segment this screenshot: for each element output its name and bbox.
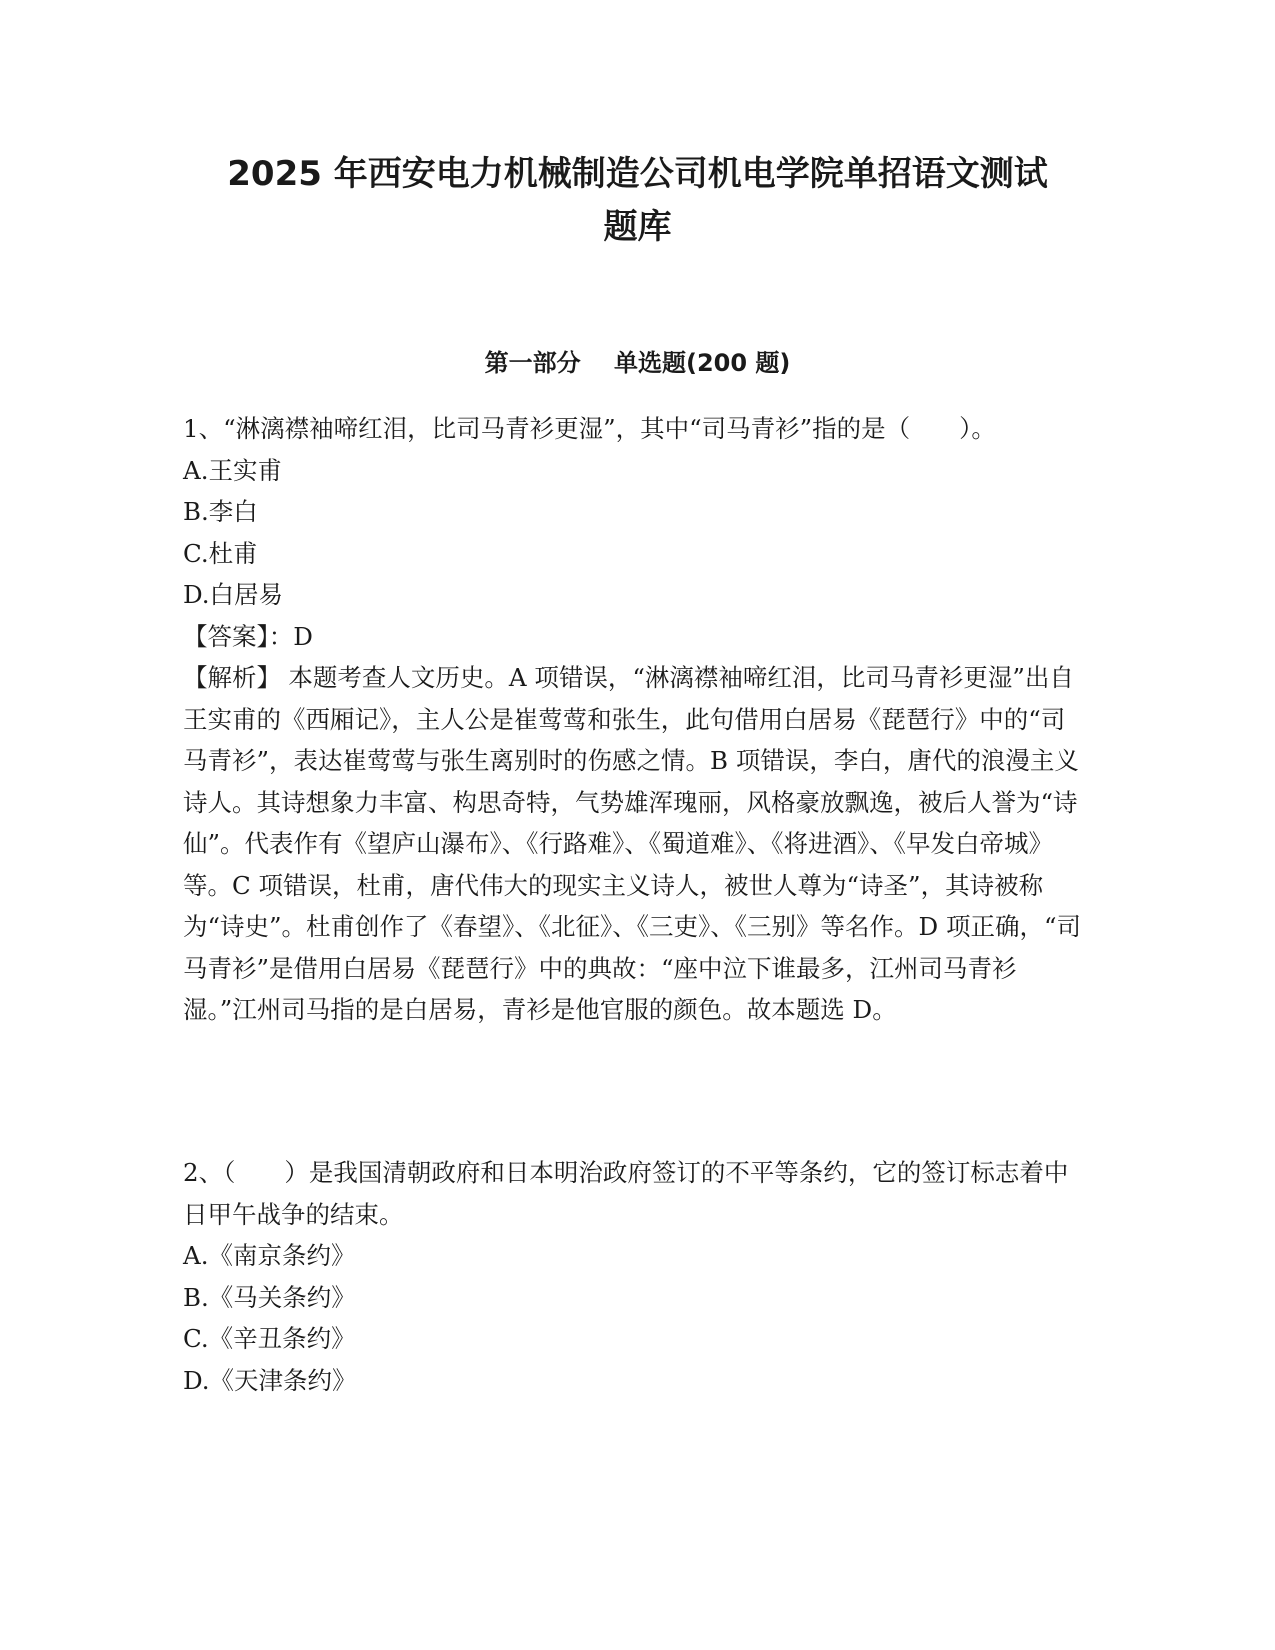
option-b: B.李白: [183, 497, 258, 526]
document-title-line-2: 题库: [603, 207, 672, 247]
document-title-line-1: 2025 年西安电力机械制造公司机电学院单招语文测试: [227, 154, 1048, 194]
option-c: C.杜甫: [183, 538, 258, 568]
option-a: A.《南京条约》: [183, 1241, 356, 1270]
question-2: [183, 1152, 1083, 1401]
analysis-text: 本题考查人文历史。A 项错误，“淋漓襟袖啼红泪，比司马青衫更湿”出自王实甫的《西厢记》，主人公是崔莺莺和张生，此句借用白居易《琵琶行》中的“司马青衫”，表达崔莺莺与张生离别时的伤感之情。B 项错误，李白，唐代的浪漫主义诗人。其诗想象力丰富、构思奇特，气势雄浑瑰丽，风格豪放飘逸，被后人誉为“诗仙”。代表作有《望庐山瀑布》、《行路难》、《蜀道难》、《将进酒》、《早发白帝城》等。C 项错误，杜甫，唐代伟大的现实主义诗人，被世人尊为“诗圣”，其诗被称为“诗史”。杜甫创作了《春望》、《北征》、《三吏》、《三别》等名作。D 项正确，“司马青衫”是借用白居易《琵琶行》中的典故：“座中泣下谁最多，江州司马青衫湿。”江州司马指的是白居易，青衫是他官服的颜色。故本题选 D。: [183, 663, 1082, 1024]
analysis-label: 【解析】: [183, 663, 281, 692]
option-d: D.白居易: [183, 580, 284, 609]
analysis-paragraph: [183, 657, 1083, 1031]
question-1: [183, 408, 1083, 1031]
document-title: [150, 148, 1125, 254]
section-title: 第一部分 单选题(200 题): [484, 349, 791, 377]
option-a: A.王实甫: [183, 455, 282, 485]
option-list: [183, 450, 1083, 616]
question-stem: 2、（ ）是我国清朝政府和日本明治政府签订的不平等条约，它的签订标志着中日甲午战争的结束。: [183, 1158, 1069, 1229]
answer-line: 【答案】：D: [183, 621, 313, 651]
question-stem: 1、“淋漓襟袖啼红泪，比司马青衫更湿”，其中“司马青衫”指的是（ ）。: [183, 414, 996, 443]
option-d: D.《天津条约》: [183, 1365, 357, 1395]
option-b: B.《马关条约》: [183, 1282, 356, 1312]
option-list: [183, 1235, 1083, 1401]
option-c: C.《辛丑条约》: [183, 1324, 356, 1353]
